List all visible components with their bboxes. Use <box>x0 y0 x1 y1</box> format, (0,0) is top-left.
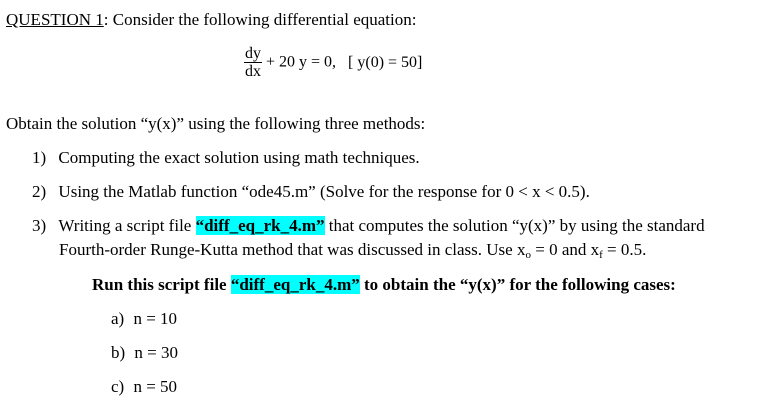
question-intro: Consider the following differential equation: <box>112 10 417 29</box>
script-filename-highlight: “diff_eq_rk_4.m” <box>195 216 325 235</box>
case-value: n = 50 <box>133 377 178 396</box>
case-item-c <box>111 377 177 397</box>
run-filename-highlight: “diff_eq_rk_4.m” <box>230 275 360 294</box>
case-value: n = 30 <box>134 343 179 362</box>
method-text-before: Writing a script file <box>58 216 196 235</box>
fraction-denominator: dx <box>245 63 261 80</box>
differential-equation <box>244 45 422 80</box>
run-before: Run this script file <box>92 275 231 294</box>
method-item-3-line-2 <box>59 240 646 261</box>
method-text: Computing the exact solution using math techniques. <box>58 148 420 167</box>
subscript-o: o <box>525 249 531 261</box>
method-text-after: that computes the solution “y(x)” by using the standard <box>324 216 705 235</box>
method-text: Using the Matlab function “ode45.m” (Solve for the response for 0 < x < 0.5). <box>58 182 590 201</box>
case-value: n = 10 <box>133 309 178 328</box>
obtain-text: Obtain the solution “y(x)” using the following three methods: <box>6 114 426 133</box>
method-line2-mid: = 0 and x <box>530 240 600 259</box>
method-line2-after: = 0.5. <box>602 240 647 259</box>
method-number: 3) <box>32 216 47 235</box>
question-colon: : <box>103 10 109 29</box>
derivative-fraction <box>244 45 262 80</box>
question-heading <box>6 10 416 30</box>
method-number: 2) <box>32 182 47 201</box>
fraction-numerator: dy <box>245 45 261 62</box>
method-item-1 <box>32 148 420 168</box>
method-item-3 <box>32 216 705 236</box>
equation-rest: + 20 y = 0, <box>266 53 337 71</box>
question-label: QUESTION 1 <box>6 10 104 29</box>
case-item-a <box>111 309 177 329</box>
run-after: to obtain the “y(x)” for the following cases: <box>359 275 676 294</box>
subscript-f: f <box>599 249 603 261</box>
case-label: a) <box>111 309 125 328</box>
case-label: c) <box>111 377 125 396</box>
initial-condition: [ y(0) = 50] <box>348 53 423 71</box>
method-line2-before: Fourth-order Runge-Kutta method that was discussed in class. Use x <box>59 240 526 259</box>
case-item-b <box>111 343 178 363</box>
method-number: 1) <box>32 148 47 167</box>
run-instruction <box>92 275 676 295</box>
method-item-2 <box>32 182 590 202</box>
case-label: b) <box>111 343 126 362</box>
